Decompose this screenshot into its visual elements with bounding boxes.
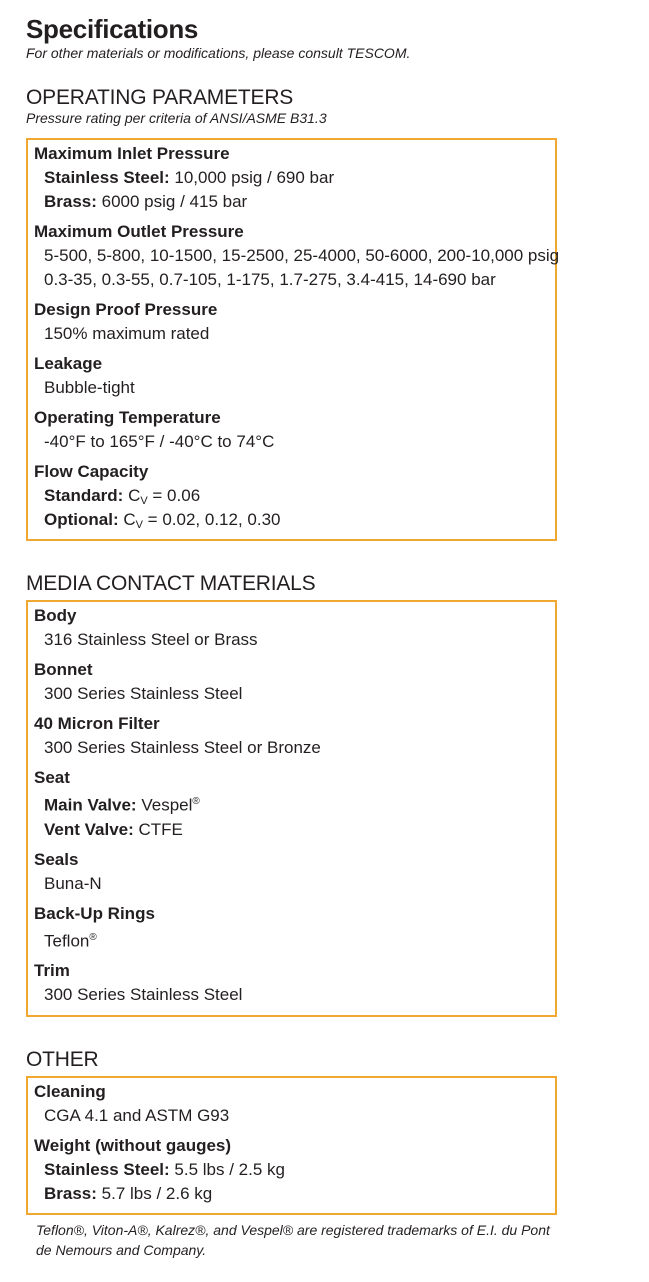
spec-filter (34, 712, 555, 760)
footnote-line: de Nemours and Company. (36, 1242, 207, 1258)
spec-line (34, 166, 555, 190)
spec-value: 300 Series Stainless Steel (44, 684, 243, 703)
operating-heading-group (26, 86, 327, 126)
spec-value: 10,000 psig / 690 bar (169, 168, 335, 187)
section-heading-materials: MEDIA CONTACT MATERIALS (26, 572, 316, 595)
spec-value: 300 Series Stainless Steel or Bronze (44, 738, 321, 757)
spec-label: Stainless Steel: (44, 168, 170, 187)
spec-value: 316 Stainless Steel or Brass (44, 630, 258, 649)
spec-line (34, 926, 555, 954)
spec-title: Weight (without gauges) (34, 1136, 232, 1155)
spec-title: Leakage (34, 354, 103, 373)
spec-cleaning (34, 1080, 555, 1128)
spec-title: Operating Temperature (34, 408, 221, 427)
spec-inlet-pressure (34, 142, 555, 214)
spec-label: Brass: (44, 1184, 97, 1203)
spec-label: Vent Valve: (44, 819, 134, 839)
spec-value: Teflon (44, 931, 90, 951)
spec-value: 6000 psig / 415 bar (96, 192, 248, 211)
spec-backup-rings (34, 902, 555, 954)
spec-label: Main Valve: (44, 795, 137, 815)
footnote-line: Teflon®, Viton-A®, Kalrez®, and Vespel® are registered trademarks of E.I. du Pont (36, 1222, 550, 1238)
spec-value: = 0.02, 0.12, 0.30 (142, 510, 281, 529)
spec-seat (34, 766, 555, 842)
spec-temperature (34, 406, 555, 454)
spec-line (34, 484, 555, 508)
spec-value: 5.7 lbs / 2.6 kg (96, 1184, 213, 1203)
spec-title: Body (34, 606, 77, 625)
spec-title: Design Proof Pressure (34, 300, 218, 319)
spec-value: -40°F to 165°F / -40°C to 74°C (44, 432, 275, 451)
trademark-footnote (36, 1220, 596, 1260)
spec-value: 300 Series Stainless Steel (44, 985, 243, 1005)
spec-value: = 0.06 (147, 486, 201, 505)
spec-title: Bonnet (34, 660, 93, 679)
spec-label: Stainless Steel: (44, 1160, 170, 1179)
spec-value: C (118, 510, 136, 529)
spec-label: Brass: (44, 192, 97, 211)
spec-outlet-pressure (34, 220, 560, 292)
operating-parameters-box (26, 138, 560, 541)
spec-line (34, 1182, 555, 1206)
spec-title: 40 Micron Filter (34, 714, 160, 733)
page-subtitle: For other materials or modifications, please consult TESCOM. (26, 45, 411, 61)
spec-line (34, 790, 555, 818)
spec-label: Optional: (44, 510, 119, 529)
spec-leakage (34, 352, 555, 400)
spec-line (34, 508, 555, 532)
spec-seals (34, 848, 555, 896)
spec-title: Back-Up Rings (34, 903, 155, 923)
spec-value: Bubble-tight (44, 378, 135, 397)
spec-title: Seat (34, 768, 70, 787)
registered-mark: ® (89, 931, 97, 943)
spec-line (34, 818, 555, 842)
spec-title: Maximum Inlet Pressure (34, 144, 230, 163)
subscript: V (135, 519, 143, 531)
spec-title: Flow Capacity (34, 462, 149, 481)
registered-mark: ® (192, 796, 200, 807)
spec-value: C (123, 486, 141, 505)
page-title: Specifications (26, 14, 199, 44)
spec-line (34, 1158, 555, 1182)
spec-value: CGA 4.1 and ASTM G93 (44, 1106, 230, 1125)
spec-value: 0.3-35, 0.3-55, 0.7-105, 1-175, 1.7-275, 3.4-415, 14-690 bar (44, 270, 496, 289)
spec-title: Cleaning (34, 1082, 106, 1101)
section-heading-other: OTHER (26, 1048, 99, 1071)
materials-box (26, 600, 557, 1017)
subscript: V (140, 495, 148, 507)
other-box (26, 1076, 557, 1215)
spec-trim (34, 959, 555, 1007)
spec-title: Seals (34, 849, 79, 869)
section-heading-operating: OPERATING PARAMETERS (26, 86, 294, 109)
spec-value: Buna-N (44, 873, 102, 893)
spec-label: Standard: (44, 486, 124, 505)
spec-value: CTFE (133, 819, 183, 839)
spec-bonnet (34, 658, 555, 706)
spec-title: Maximum Outlet Pressure (34, 222, 244, 241)
section-subheading-operating: Pressure rating per criteria of ANSI/ASME B31.3 (26, 110, 327, 126)
spec-flow-capacity (34, 460, 555, 532)
spec-body (34, 604, 555, 652)
spec-line (34, 190, 555, 214)
spec-title: Trim (34, 961, 70, 981)
spec-weight (34, 1134, 555, 1206)
spec-value: Vespel (136, 795, 193, 815)
spec-value: 5.5 lbs / 2.5 kg (169, 1160, 285, 1179)
spec-value: 150% maximum rated (44, 324, 210, 343)
spec-proof-pressure (34, 298, 555, 346)
spec-value: 5-500, 5-800, 10-1500, 15-2500, 25-4000, 50-6000, 200-10,000 psig (44, 246, 560, 265)
spec-sheet (26, 14, 626, 1258)
